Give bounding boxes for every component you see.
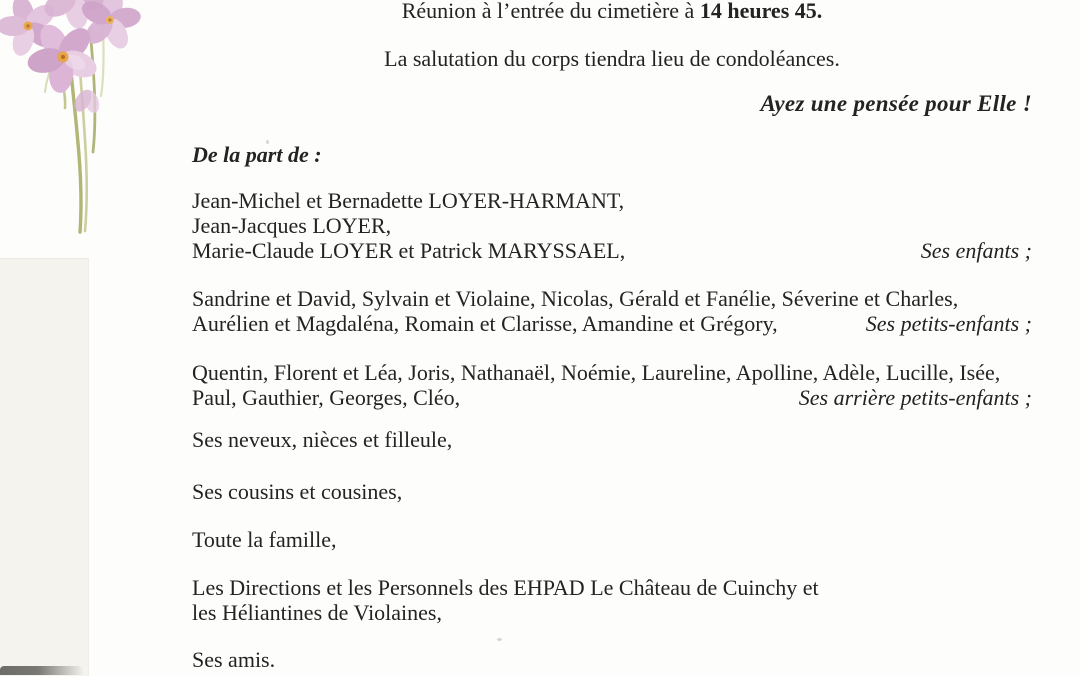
relation-label: Ses petits-enfants ; — [865, 311, 1032, 336]
meeting-time: 14 heures 45. — [699, 0, 823, 23]
family-line: Jean-Michel et Bernadette LOYER-HARMANT, — [192, 188, 625, 213]
family-line: Jean-Jacques LOYER, — [192, 213, 392, 238]
family-line: Marie-Claude LOYER et Patrick MARYSSAEL, — [192, 238, 626, 263]
family-line: Paul, Gauthier, Georges, Cléo, — [192, 385, 461, 410]
closing-line: Toute la famille, — [192, 527, 337, 552]
from-heading: De la part de : — [192, 142, 322, 167]
tribute-line: Ayez une pensée pour Elle ! — [760, 91, 1032, 116]
relation-label: Ses arrière petits-enfants ; — [798, 385, 1032, 410]
relation-label: Ses enfants ; — [920, 238, 1032, 263]
family-line: Aurélien et Magdaléna, Romain et Clarisse, Amandine et Grégory, — [192, 311, 778, 336]
closing-line: Ses amis. — [192, 647, 276, 672]
scan-edge-smudge — [0, 666, 84, 675]
announcement-text-block — [192, 0, 1032, 675]
family-line-with-relation — [192, 238, 1032, 263]
scan-left-strip — [0, 258, 89, 676]
closing-line: Les Directions et les Personnels des EHPAD Le Château de Cuinchy et — [192, 575, 819, 600]
salutation-line: La salutation du corps tiendra lieu de condoléances. — [384, 46, 840, 71]
family-line: Sandrine et David, Sylvain et Violaine, Nicolas, Gérald et Fanélie, Séverine et Charles, — [192, 286, 959, 311]
closing-line: Ses cousins et cousines, — [192, 479, 403, 504]
violets-flower-illustration — [0, 0, 195, 265]
closing-line: Ses neveux, nièces et filleule, — [192, 427, 453, 452]
family-line-with-relation — [192, 385, 1032, 410]
closing-line: les Héliantines de Violaines, — [192, 600, 442, 625]
family-line-with-relation — [192, 311, 1032, 336]
meeting-line — [192, 0, 1032, 23]
family-line: Quentin, Florent et Léa, Joris, Nathanaël, Noémie, Laureline, Apolline, Adèle, Lucille, Isée, — [192, 360, 1001, 385]
meeting-text: Réunion à l’entrée du cimetière à — [401, 0, 700, 23]
